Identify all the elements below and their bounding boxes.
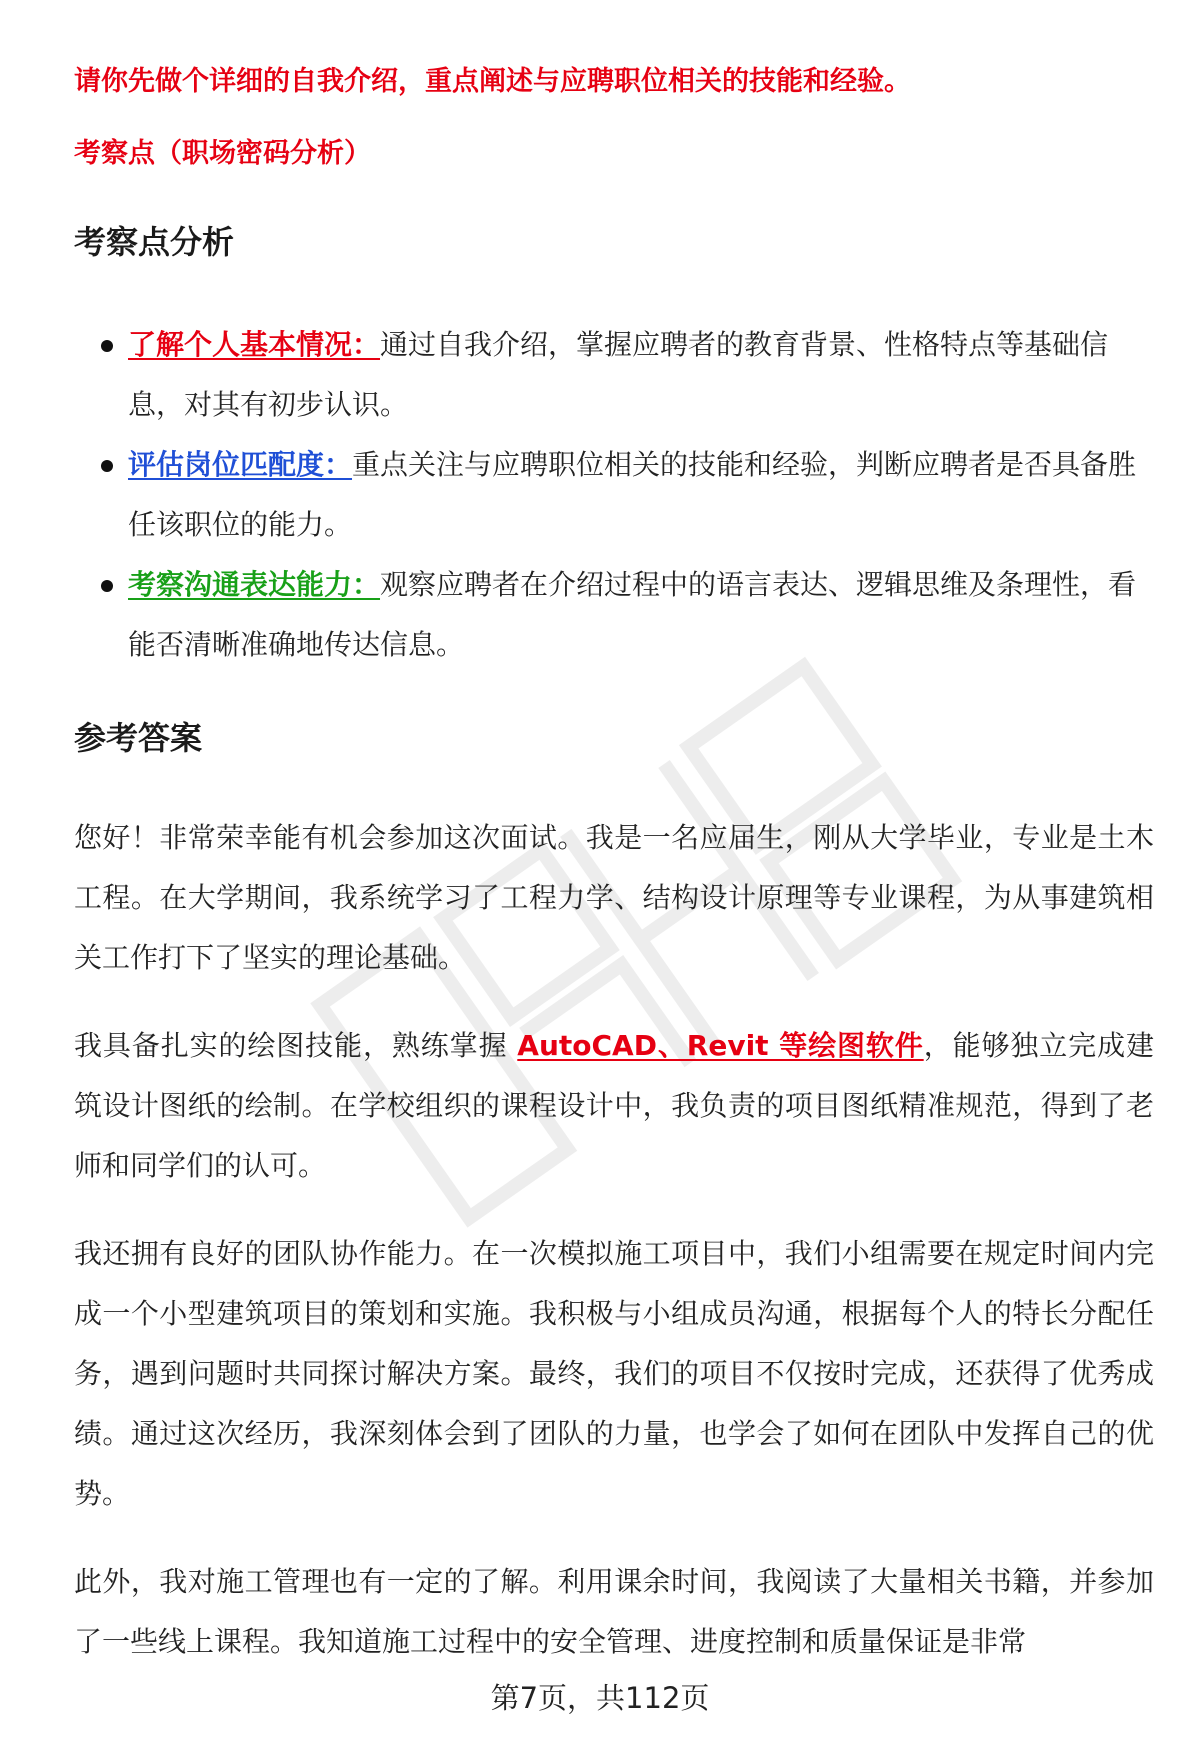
answer-paragraph-3: 我还拥有良好的团队协作能力。在一次模拟施工项目中，我们小组需要在规定时间内完成一个小型建筑项目的策划和实施。我积极与小组成员沟通，根据每个人的特长分配任务，遇到问题时共同探讨解决方案。最终，我们的项目不仅按时完成，还获得了优秀成绩。通过这次经历，我深刻体会到了团队的力量，也学会了如何在团队中发挥自己的优势。: [74, 1237, 1154, 1510]
analysis-item: [74, 315, 1154, 435]
interview-question: 请你先做个详细的自我介绍，重点阐述与应聘职位相关的技能和经验。: [74, 66, 911, 97]
analysis-keyword: 了解个人基本情况：: [128, 328, 381, 361]
analysis-list: [74, 315, 1154, 675]
analysis-item: [74, 555, 1154, 675]
paragraph-text: 我具备扎实的绘图技能，熟练掌握: [74, 1029, 518, 1062]
analysis-text: 观察应聘者在介绍过程中的语言表达、逻辑思维及条理性，看能否清晰准确地传达信息。: [128, 568, 1137, 661]
answer-paragraph-2: [74, 1016, 1154, 1196]
bullet-dot-icon: [101, 340, 113, 352]
analysis-keyword: 评估岗位匹配度：: [128, 448, 353, 481]
analysis-keyword: 考察沟通表达能力：: [128, 568, 381, 601]
page-number: 第7页，共112页: [490, 1681, 710, 1715]
analysis-heading: 考察点分析: [74, 223, 235, 261]
analysis-item: [74, 435, 1154, 555]
paragraph-text: ，能够独立完成建筑设计图纸的绘制。在学校组织的课程设计中，我负责的项目图纸精准规范，得到了老师和同学们的认可。: [74, 1029, 1154, 1182]
answer-paragraph-4: 此外，我对施工管理也有一定的了解。利用课余时间，我阅读了大量相关书籍，并参加了一些线上课程。我知道施工过程中的安全管理、进度控制和质量保证是非常: [74, 1565, 1154, 1658]
bullet-dot-icon: [101, 580, 113, 592]
bullet-dot-icon: [101, 460, 113, 472]
answer-paragraph-1: 您好！非常荣幸能有机会参加这次面试。我是一名应届生，刚从大学毕业，专业是土木工程。在大学期间，我系统学习了工程力学、结构设计原理等专业课程，为从事建筑相关工作打下了坚实的理论基础。: [74, 821, 1154, 974]
analysis-text: 通过自我介绍，掌握应聘者的教育背景、性格特点等基础信息，对其有初步认识。: [128, 328, 1109, 421]
answer-heading: 参考答案: [74, 719, 203, 757]
analysis-text: 重点关注与应聘职位相关的技能和经验，判断应聘者是否具备胜任该职位的能力。: [128, 448, 1137, 541]
software-highlight: AutoCAD、Revit 等绘图软件: [517, 1029, 924, 1062]
section-subheading: 考察点（职场密码分析）: [74, 138, 371, 169]
